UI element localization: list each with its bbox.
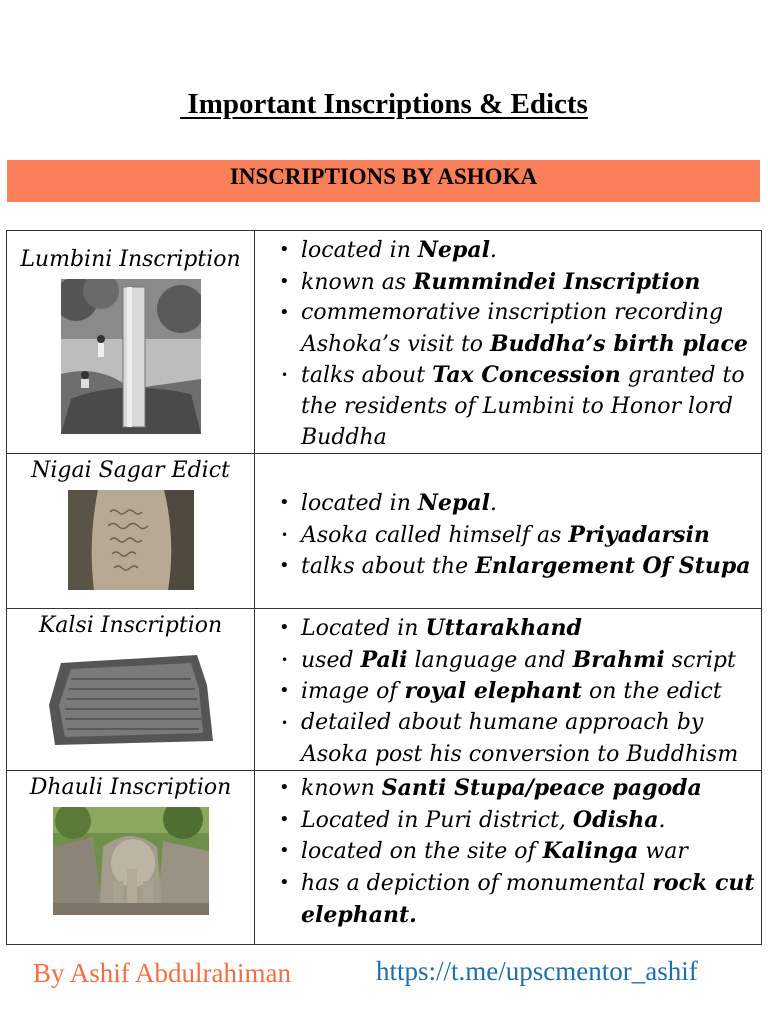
name-cell [7, 231, 255, 454]
points-list [255, 231, 761, 453]
list-item: • talks about the Enlargement Of Stupa [279, 553, 751, 580]
kalsi-rock-edict-photo [47, 645, 215, 749]
section-banner: INSCRIPTIONS BY ASHOKA [7, 160, 760, 202]
inscriptions-table [6, 230, 762, 945]
points-list [255, 454, 761, 583]
detail-cell [255, 454, 762, 609]
name-cell [7, 609, 255, 771]
page-title: Important Inscriptions & Edicts [180, 88, 588, 120]
list-item: • talks about Tax Concession granted to the residents of Lumbini to Honor lord Buddha [281, 362, 745, 450]
list-item: • image of royal elephant on the edict [279, 678, 722, 705]
list-item: • Asoka called himself as Priyadarsin [281, 521, 710, 548]
lumbini-pillar-photo [61, 279, 201, 434]
list-item: • located in Nepal. [279, 490, 497, 517]
list-item: • has a depiction of monumental rock cut elephant. [279, 869, 755, 928]
dhauli-elephant-photo [53, 807, 209, 915]
author-credit: By Ashif Abdulrahiman [33, 958, 291, 988]
detail-cell [255, 609, 762, 771]
edict-name: Lumbini Inscription [20, 247, 241, 272]
telegram-link[interactable]: https://t.me/upscmentor_ashif [376, 956, 698, 986]
list-item: • located on the site of Kalinga war [279, 838, 688, 865]
name-cell [7, 454, 255, 609]
list-item: • located in Nepal. [279, 237, 497, 263]
detail-cell [255, 231, 762, 454]
table-row [7, 454, 762, 609]
list-item: • Located in Uttarakhand [279, 615, 582, 642]
list-item: • Located in Puri district, Odisha. [279, 806, 666, 833]
table-row [7, 609, 762, 771]
list-item: • detailed about humane approach by Asoka post his conversion to Buddhism [281, 709, 739, 767]
edict-name: Dhauli Inscription [29, 775, 232, 801]
table-row [7, 231, 762, 454]
list-item: • known Santi Stupa/peace pagoda [279, 775, 702, 802]
list-item: • commemorative inscription recording Ashoka’s visit to Buddha’s birth place [279, 300, 748, 357]
points-list [255, 771, 761, 931]
edict-name: Kalsi Inscription [38, 613, 223, 639]
list-item: • used Pali language and Brahmi script [281, 646, 736, 673]
detail-cell [255, 771, 762, 945]
table-row [7, 771, 762, 945]
points-list [255, 609, 761, 770]
nigai-sagar-pillar-photo [68, 490, 194, 590]
name-cell [7, 771, 255, 945]
edict-name: Nigai Sagar Edict [31, 458, 230, 484]
list-item: • known as Rummindei Inscription [279, 268, 701, 295]
